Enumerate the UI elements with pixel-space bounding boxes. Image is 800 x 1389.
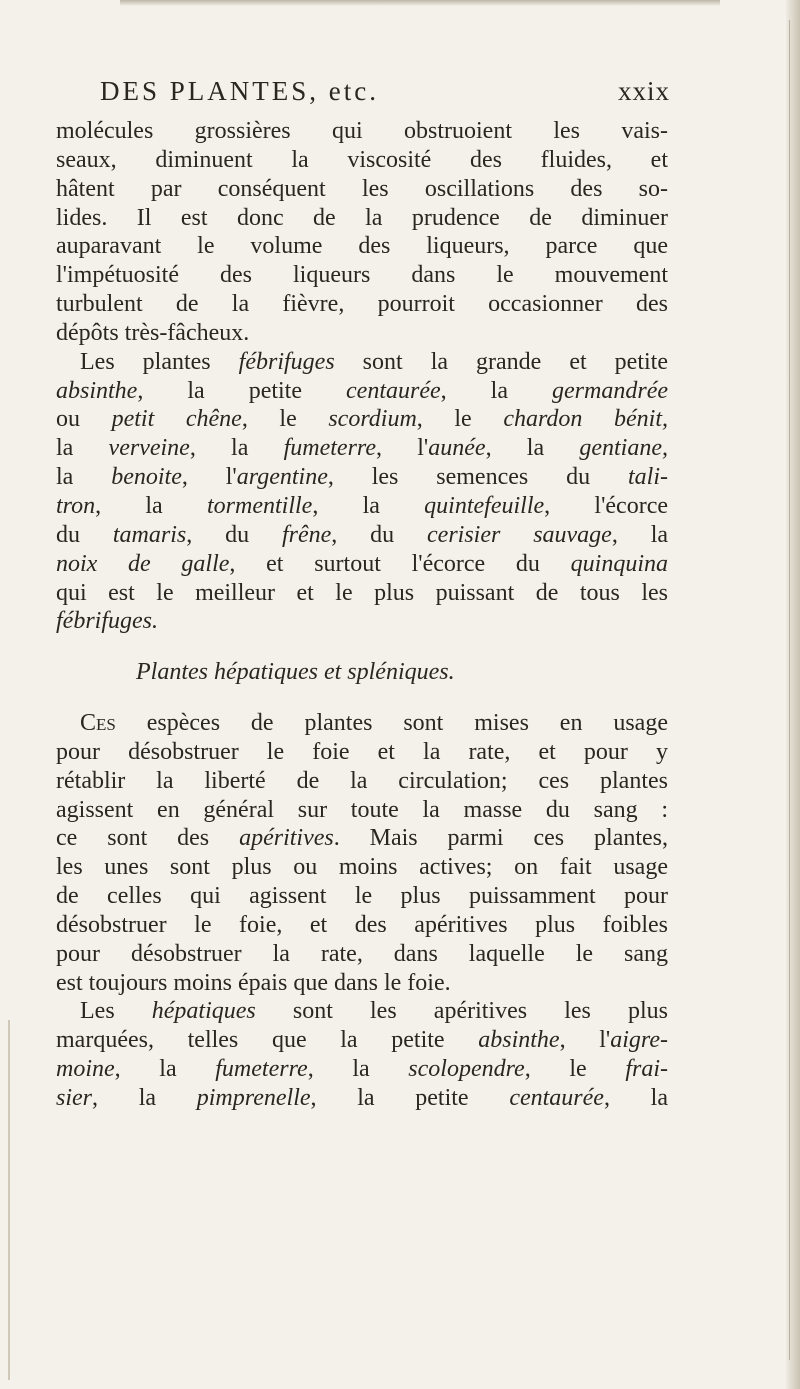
text-line: de celles qui agissent le plus puissamment pour [56,883,668,910]
small-caps-word: Ces [80,710,116,737]
text-line: qui est le meilleur et le plus puissant de tous les [56,579,668,606]
text-line: marquées, telles que la petite absinthe, l'aigre- [56,1027,668,1054]
text-line: seaux, diminuent la viscosité des fluides, et [56,146,668,173]
spacer [56,687,668,709]
page-top-shadow [120,0,720,6]
plant-name: fumeterre [215,1056,308,1083]
plant-name: quintefeuille [424,492,545,519]
plant-name: scordium [328,406,417,433]
plant-name: argentine [236,464,328,491]
spacer [56,636,668,658]
text-line: pour désobstruer le foie et la rate, et pour y [56,738,668,765]
text-line: Les hépatiques sont les apéritives les plus [80,998,668,1025]
text-line: ce sont des apéritives. Mais parmi ces plantes, [56,825,669,852]
plant-name: frai- [625,1056,668,1083]
text-line: est toujours moins épais que dans le foie. [56,969,451,996]
plant-name: pimprenelle [196,1085,311,1111]
text-line: tron, la tormentille, la quintefeuille, l'écorce [56,492,668,519]
plant-name: benoite [111,464,182,491]
body-text [56,117,668,1113]
plant-name: absinthe [478,1027,560,1054]
plant-name: tali- [628,464,669,491]
plant-name: gentiane, [579,435,668,462]
plant-name: aunée [428,435,486,462]
plant-name: tron [56,492,96,519]
plant-name: absinthe [56,377,138,404]
plant-name: petit chêne [111,406,242,433]
plant-name: centaurée [509,1085,604,1111]
text-line: désobstruer le foie, et des apéritives plus foibles [56,911,668,938]
plant-name: frêne [281,521,332,548]
plant-name: quinquina [570,550,668,577]
plant-name: tamaris [112,521,187,548]
text-line: hâtent par conséquent les oscillations des so- [56,175,668,202]
plant-name: noix de galle [56,550,230,577]
plant-name: aigre- [610,1027,668,1054]
page-edge [786,0,800,1389]
plant-name: apéritives [239,825,334,852]
text-line: molécules grossières qui obstruoient les vais- [56,118,668,144]
page-gutter-mark [8,1020,10,1380]
text-line: Ces espèces de plantes sont mises en usage [80,710,668,737]
paragraph-hepatic-plants [56,709,668,997]
text-line: Les plantes fébrifuges sont la grande et petite [80,348,668,375]
text-line: ou petit chêne, le scordium, le chardon bénit, [56,406,668,433]
text-line: noix de galle, et surtout l'écorce du quinquina [56,550,668,577]
running-title: DES PLANTES, etc. [100,76,379,106]
plant-name: hépatiques [151,998,256,1025]
plant-name: cerisier sauvage [427,521,612,548]
text-line: lides. Il est donc de la prudence de diminuer [56,204,668,231]
plant-name: chardon bénit, [503,406,668,433]
plant-name: sier [56,1085,92,1111]
plant-name: tormentille [206,492,313,519]
text-line: absinthe, la petite centaurée, la germandrée [56,377,668,404]
text-line: agissent en général sur toute la masse du sang : [56,796,668,823]
plant-name: verveine [108,435,190,462]
text-line: pour désobstruer la rate, dans laquelle le sang [56,940,668,967]
plant-name: fébrifuges [238,348,335,375]
text-line: sier, la pimprenelle, la petite centaurée, la [56,1085,668,1111]
paragraph-fever-continued [56,117,668,348]
page-number: xxix [617,76,670,106]
text-line: du tamaris, du frêne, du cerisier sauvage, la [56,521,669,548]
paragraph-febrifuges [56,348,668,636]
text-line: rétablir la liberté de la circulation; ces plantes [56,767,668,794]
text-line: dépôts très-fâcheux. [56,319,250,346]
plant-name: centaurée [346,377,441,404]
plant-name: scolopendre [408,1056,525,1083]
plant-name: moine [56,1056,115,1083]
text-line: fébrifuges. [56,608,158,635]
text-line: moine, la fumeterre, la scolopendre, le frai- [56,1056,668,1083]
text-line: les unes sont plus ou moins actives; on fait usage [56,854,668,881]
running-header [100,76,670,112]
text-line: la verveine, la fumeterre, l'aunée, la gentiane, [56,435,668,462]
text-line: turbulent de la fièvre, pourroit occasionner des [56,291,668,318]
plant-name: fumeterre [283,435,377,462]
paragraph-hepatiques [56,997,668,1112]
section-heading: Plantes hépatiques et spléniques. [136,659,455,686]
text-line: auparavant le volume des liqueurs, parce que [56,233,668,260]
text-line: l'impétuosité des liqueurs dans le mouvement [56,262,668,289]
plant-name: germandrée [552,377,668,404]
text-line: la benoite, l'argentine, les semences du tali- [56,464,669,491]
page-edge-line [789,20,790,1360]
